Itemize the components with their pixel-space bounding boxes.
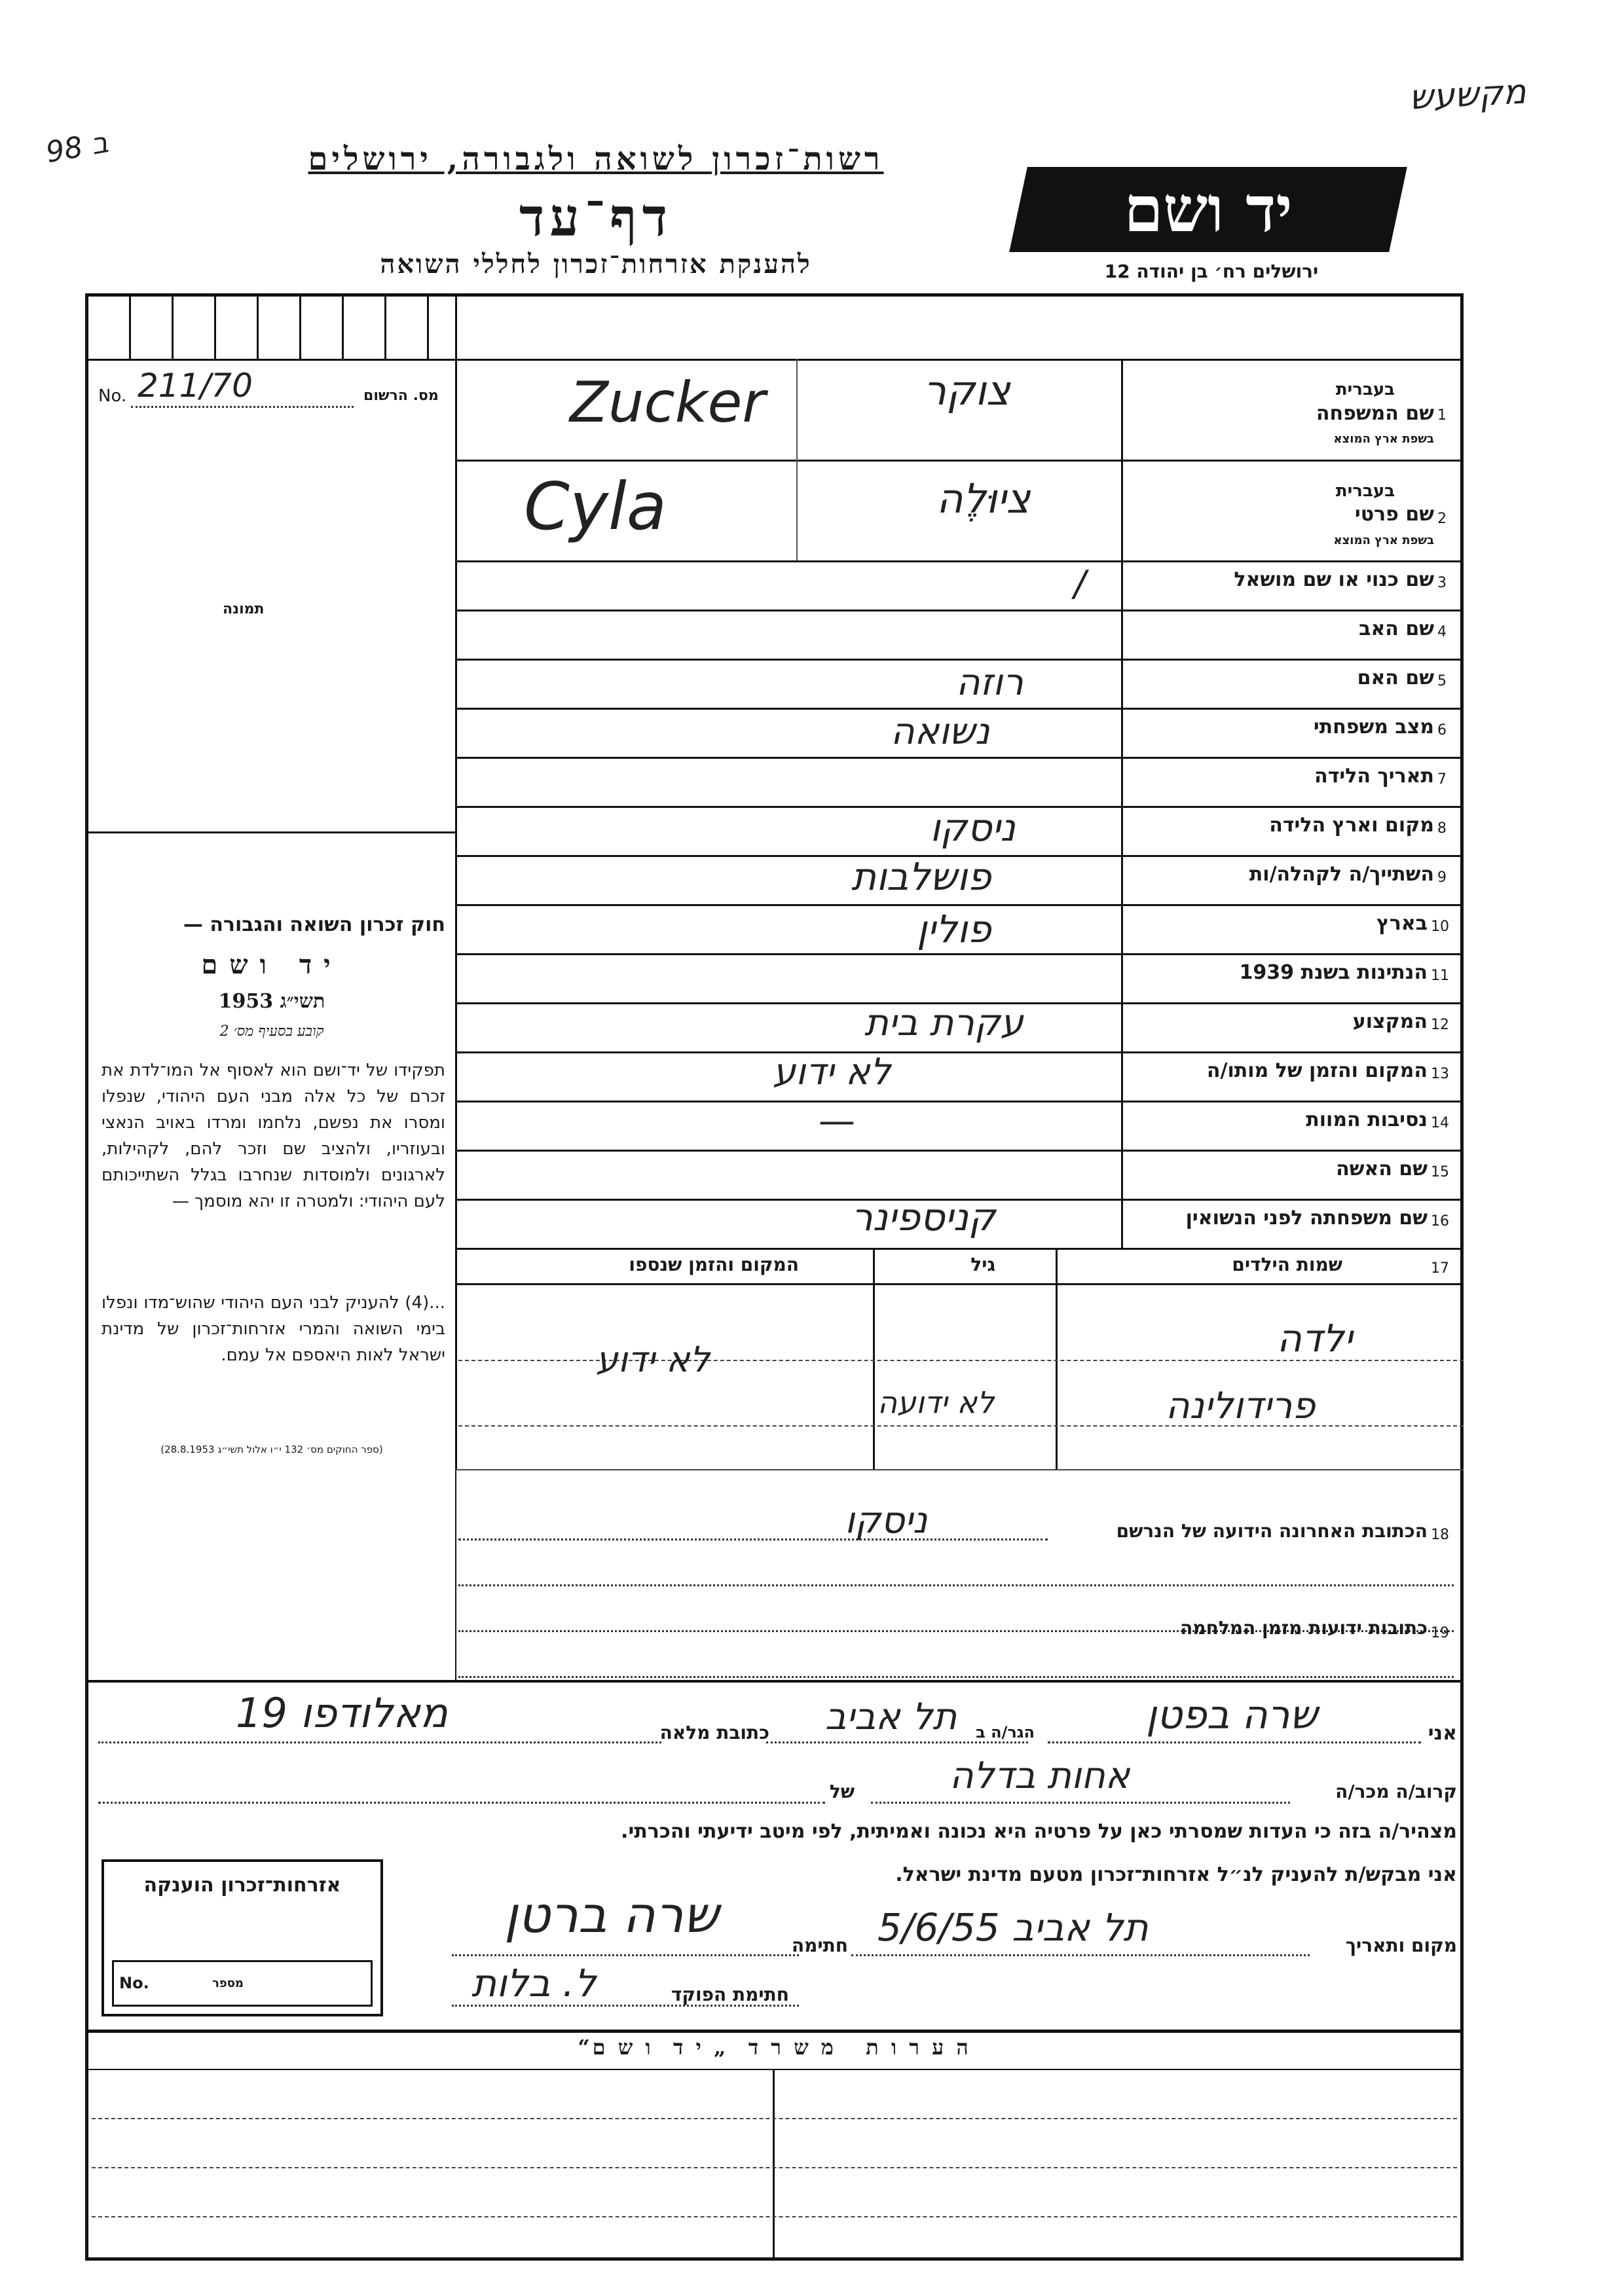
field-10-number: 10: [1431, 919, 1449, 935]
declaration-resident-value: תל אביב: [825, 1696, 957, 1738]
awarded-stamp-inner: [112, 1960, 373, 2007]
field-6-value: נשואה: [891, 710, 990, 753]
reg-no-prefix: No.: [98, 386, 127, 406]
field-9-value: פושלבות: [851, 854, 991, 899]
field-2-value-hebrew: ציוּלֶה: [936, 475, 1031, 522]
law-text: תפקידו של יד־ושם הוא לאסוף אל המו־לדת את זכרם של כל אלה מבני העם היהודי, שנפלו ומסרו את נפשם, נלחמו ומרדו באויב הנאצי ובעוזריו, ולהציב שם וזכר להם, לקהילות, לארגונים ולמוסדות שנחרבו בגלל השתייכותם לעם היהודי: ולמטרה זו יהא מוסמך —: [101, 1061, 445, 1211]
declaration-resident-label: הגר/ה ב: [976, 1723, 1035, 1741]
field-11-number: 11: [1431, 968, 1449, 984]
law-name: יד ושם: [201, 949, 342, 980]
field-14-value: —: [819, 1100, 855, 1142]
field-2-value-foreign: Cyla: [524, 468, 667, 545]
field-7-number: 7: [1437, 771, 1447, 788]
children-col-names: שמות הילדים: [1232, 1254, 1342, 1275]
field-3-label: שם כנוי או שם מושאל: [1234, 568, 1434, 591]
field-8-label: מקום וארץ הלידה: [1269, 814, 1434, 837]
declaration-full-address-value: מאלודפו 19: [236, 1689, 448, 1737]
address-18-number: 18: [1431, 1527, 1449, 1543]
field-15-label: שם האשה: [1336, 1157, 1428, 1180]
field-2-label: שם פרטי: [1354, 503, 1434, 526]
field-12-number: 12: [1431, 1017, 1449, 1033]
photo-label: תמונה: [223, 601, 265, 617]
awarded-stamp-no-label: מספר: [212, 1977, 244, 1990]
field-5-label: שם האם: [1357, 666, 1434, 689]
field-15-number: 15: [1431, 1164, 1449, 1180]
field-13-value: לא ידוע: [773, 1051, 891, 1093]
address-18-value: ניסקו: [845, 1499, 928, 1542]
reg-box-cells: [88, 297, 455, 359]
field-4-number: 4: [1437, 624, 1447, 640]
field-14-number: 14: [1431, 1115, 1449, 1131]
declaration-signature-value: שרה ברטן: [504, 1886, 719, 1944]
address-18-label: הכתובת האחרונה הידועה של הנרשם: [1116, 1520, 1428, 1542]
logo-address: ירושלים רח׳ בן יהודה 12: [1104, 261, 1319, 282]
reg-no-label: מס. הרשום: [363, 388, 439, 404]
field-13-label: המקום והזמן של מותו/ה: [1206, 1059, 1428, 1082]
field-7-label: תאריך הלידה: [1314, 765, 1434, 788]
field-12-value: עקרת בית: [864, 1002, 1024, 1044]
law-year: תשי״ג 1953: [218, 990, 325, 1013]
field-9-label: השתייך/ה לקהלה/ות: [1249, 863, 1434, 886]
authority-line: רשות־זכרון לשואה ולגבורה, ירושלים: [308, 141, 884, 177]
child-row-1-place: לא ידוע: [596, 1339, 710, 1380]
child-row-2-name: פרידולינה: [1166, 1385, 1316, 1427]
field-10-label: בארץ: [1376, 912, 1428, 935]
top-right-note: מקשעש: [1408, 72, 1527, 118]
field-11-label: הנתינות בשנת 1939: [1239, 961, 1428, 984]
field-14-label: נסיבות המוות: [1306, 1108, 1428, 1131]
address-19-label: כתובות ידועות מזמן המלחמה: [1180, 1617, 1428, 1639]
page-subtitle: להענקת אזרחות־זכרון לחללי השואה: [380, 249, 812, 280]
declaration-of-label: של: [829, 1781, 855, 1802]
declaration-officer-value: ל. בלות: [471, 1961, 597, 2005]
address-19-number: 19: [1431, 1625, 1449, 1641]
field-6-label: מצב משפחתי: [1313, 716, 1434, 738]
remarks-heading: ה ע ר ו ת מ ש ר ד „ י ד ו ש ם“: [578, 2035, 971, 2060]
children-col-place: המקום והזמן שנספו: [629, 1254, 799, 1275]
yad-vashem-logo: [1009, 167, 1407, 252]
top-left-note: 98 ב: [43, 126, 111, 170]
declaration-i-label: אני: [1428, 1722, 1457, 1745]
declaration-statement-1: מצהיר/ה בזה כי העדות שמסרתי כאן על פרטיה היא נכונה ואמיתית, לפי מיטב ידיעתי והכרתי.: [621, 1820, 1457, 1843]
declaration-officer-label: חתימת הפוקד: [671, 1984, 789, 2005]
awarded-stamp-no: No.: [119, 1974, 149, 1992]
declaration-signature-label: חתימה: [791, 1935, 848, 1956]
field-1-foreign-tag: בשפת ארץ המוצא: [1333, 432, 1434, 446]
field-16-label: שם משפחתה לפני הנשואין: [1185, 1207, 1428, 1230]
field-1-hebrew-tag: בעברית: [1335, 380, 1395, 399]
declaration-i-value: שרה בפטן: [1146, 1692, 1318, 1738]
declaration-place-date-value: תל אביב 5/6/55: [877, 1905, 1149, 1950]
law-clause: קובע בסעיף מס׳ 2: [219, 1023, 324, 1040]
field-8-value: ניסקו: [930, 805, 1016, 850]
declaration-place-date-label: מקום ותאריך: [1345, 1935, 1457, 1956]
field-8-number: 8: [1437, 820, 1447, 837]
field-4-label: שם האב: [1359, 617, 1434, 640]
field-6-number: 6: [1437, 722, 1447, 738]
field-3-number: 3: [1437, 575, 1447, 591]
field-16-number: 16: [1431, 1213, 1449, 1230]
field-5-value: רוזה: [956, 661, 1024, 704]
declaration-relative-value: אחות בדלה: [950, 1755, 1130, 1797]
logo-text: יד ושם: [1124, 172, 1293, 246]
children-col-age: גיל: [970, 1254, 995, 1275]
field-9-number: 9: [1437, 869, 1447, 886]
child-row-2-age: לא ידועה: [877, 1385, 995, 1420]
law-heading: חוק זכרון השואה והגבורה —: [183, 913, 445, 936]
field-16-value: קניספינר: [851, 1195, 996, 1239]
reg-no-value: 211/70: [138, 367, 253, 405]
field-1-label: שם המשפחה: [1316, 402, 1434, 425]
field-13-number: 13: [1431, 1066, 1449, 1082]
field-1-value-hebrew: צוקר: [923, 367, 1010, 414]
field-10-value: פולין: [917, 907, 991, 951]
field-1-number: 1: [1437, 407, 1447, 424]
children-number: 17: [1431, 1260, 1449, 1277]
field-5-number: 5: [1437, 673, 1447, 689]
law-text-2: ...(4) להעניק לבני העם היהודי שהוש־מדו ונפלו בימי השואה והמרי אזרחות־זכרון של מדינת ישראל לאות היאספם אל עמם.: [101, 1293, 445, 1365]
field-12-label: המקצוע: [1352, 1010, 1428, 1033]
awarded-stamp-title: אזרחות־זכרון הוענקה: [143, 1874, 341, 1897]
declaration-relative-label: קרוב/ה מכר/ה: [1335, 1781, 1457, 1802]
field-3-value: /: [1074, 563, 1086, 604]
declaration-full-address-label: כתובת מלאה: [659, 1722, 769, 1743]
field-1-value-foreign: Zucker: [570, 370, 766, 435]
child-row-1-name: ילדה: [1277, 1316, 1353, 1360]
field-2-foreign-tag: בשפת ארץ המוצא: [1333, 534, 1434, 547]
field-2-number: 2: [1437, 511, 1447, 527]
law-reference: (ספר החוקים מס׳ 132 י״ו אלול תשי״ג 28.8.1953): [160, 1444, 383, 1455]
awarded-stamp-box: [101, 1859, 383, 2016]
declaration-statement-2: אני מבקש/ת להעניק לנ״ל אזרחות־זכרון מטעם מדינת ישראל.: [895, 1863, 1457, 1886]
page-title: דף־עד: [519, 187, 673, 248]
field-2-hebrew-tag: בעברית: [1335, 481, 1395, 501]
